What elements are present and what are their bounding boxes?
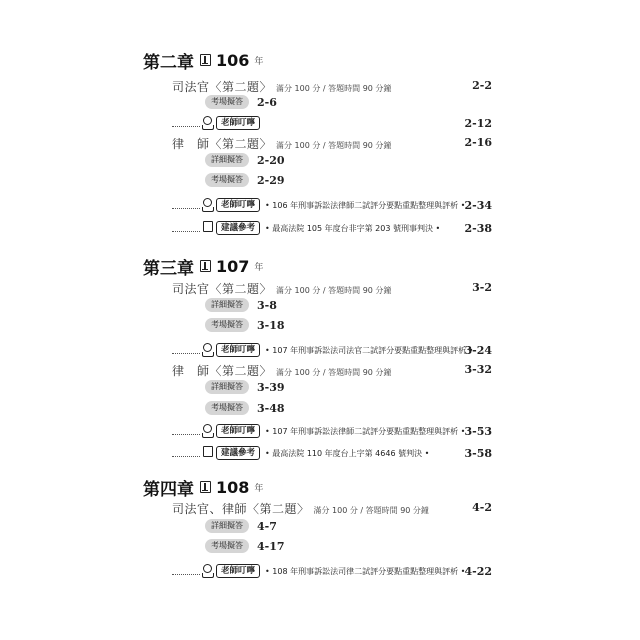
- chapter-year: 108: [216, 477, 250, 497]
- page-number: 2-38: [464, 222, 492, 235]
- page-number: 4-22: [464, 565, 492, 578]
- section-entry[interactable]: [172, 280, 391, 296]
- tip-description: • 108 年刑事訴訟法司律二試評分要點重點整理與評析 •: [265, 566, 466, 576]
- section-name: 律 師〈第二題〉: [172, 137, 273, 151]
- tip-label: 老師叮嚀: [216, 116, 260, 130]
- sub-page-number: 2-20: [257, 153, 285, 167]
- sub-page-number: 3-18: [257, 318, 285, 332]
- page-number: 3-24: [464, 344, 492, 357]
- sub-entry[interactable]: [205, 318, 285, 332]
- chapter-year: 107: [216, 256, 250, 276]
- sub-entry[interactable]: [205, 298, 277, 312]
- tip-entry[interactable]: [172, 220, 440, 236]
- tip-description: • 最高法院 105 年度台非字第 203 號刑事判決 •: [265, 223, 441, 233]
- tip-label: 建議參考: [216, 221, 260, 235]
- tip-label: 老師叮嚀: [216, 424, 260, 438]
- teacher-icon: [202, 116, 214, 130]
- tip-description: • 106 年刑事訴訟法律師二試評分要點重點整理與評析 •: [265, 200, 466, 210]
- answer-badge: 考場擬答: [205, 173, 249, 187]
- document-icon: [202, 446, 214, 460]
- tip-description: • 107 年刑事訴訟法司法官二試評分要點重點整理與評析 •: [265, 345, 474, 355]
- tip-entry[interactable]: [172, 423, 465, 439]
- tip-label: 老師叮嚀: [216, 343, 260, 357]
- tip-entry[interactable]: [172, 197, 465, 213]
- chapter-year-suffix: 年: [254, 56, 264, 67]
- section-name: 律 師〈第二題〉: [172, 364, 273, 378]
- tip-description: • 最高法院 110 年度台上字第 4646 號判決 •: [265, 448, 430, 458]
- section-meta: 滿分 100 分 / 答題時間 90 分鐘: [276, 84, 392, 93]
- answer-badge: 詳細擬答: [205, 298, 249, 312]
- chapter-title: 第二章: [143, 52, 194, 73]
- section-entry[interactable]: [172, 135, 391, 151]
- document-icon: [202, 221, 214, 235]
- sub-entry[interactable]: [205, 401, 285, 415]
- answer-badge: 詳細擬答: [205, 519, 249, 533]
- tip-entry[interactable]: [172, 563, 465, 579]
- chapter-heading: [143, 49, 263, 71]
- section-entry[interactable]: [172, 500, 429, 516]
- leader-dots: [172, 574, 200, 575]
- section-entry[interactable]: [172, 362, 391, 378]
- sub-entry[interactable]: [205, 153, 285, 167]
- leader-dots: [172, 456, 200, 457]
- chapter-year: 106: [216, 50, 250, 70]
- tip-label: 老師叮嚀: [216, 564, 260, 578]
- tip-entry[interactable]: [172, 445, 429, 461]
- page-number: 2-2: [472, 79, 492, 92]
- answer-badge: 考場擬答: [205, 539, 249, 553]
- section-meta: 滿分 100 分 / 答題時間 90 分鐘: [276, 368, 392, 377]
- sub-entry[interactable]: [205, 173, 285, 187]
- chapter-heading: [143, 255, 263, 277]
- page-number: 3-2: [472, 281, 492, 294]
- answer-badge: 考場擬答: [205, 95, 249, 109]
- chapter-year-suffix: 年: [254, 262, 264, 273]
- page-number: 3-58: [464, 447, 492, 460]
- chapter-heading: [143, 476, 263, 498]
- tip-label: 建議參考: [216, 446, 260, 460]
- leader-dots: [172, 353, 200, 354]
- tip-description: • 107 年刑事訴訟法律師二試評分要點重點整理與評析 •: [265, 426, 466, 436]
- sub-page-number: 4-17: [257, 539, 285, 553]
- page-number: 3-32: [464, 363, 492, 376]
- page-number: 4-2: [472, 501, 492, 514]
- page-number: 2-34: [464, 199, 492, 212]
- chapter-title: 第四章: [143, 479, 194, 500]
- book-icon: [200, 481, 211, 493]
- sub-entry[interactable]: [205, 95, 277, 109]
- section-name: 司法官〈第二題〉: [172, 80, 273, 94]
- tip-entry[interactable]: [172, 342, 473, 358]
- answer-badge: 考場擬答: [205, 318, 249, 332]
- sub-page-number: 3-48: [257, 401, 285, 415]
- sub-page-number: 2-29: [257, 173, 285, 187]
- section-entry[interactable]: [172, 78, 391, 94]
- leader-dots: [172, 126, 200, 127]
- leader-dots: [172, 208, 200, 209]
- section-meta: 滿分 100 分 / 答題時間 90 分鐘: [313, 506, 429, 515]
- teacher-icon: [202, 564, 214, 578]
- page-number: 2-16: [464, 136, 492, 149]
- tip-label: 老師叮嚀: [216, 198, 260, 212]
- book-icon: [200, 260, 211, 272]
- page-number: 3-53: [464, 425, 492, 438]
- sub-entry[interactable]: [205, 380, 285, 394]
- sub-page-number: 3-8: [257, 298, 277, 312]
- leader-dots: [172, 434, 200, 435]
- chapter-year-suffix: 年: [254, 483, 264, 494]
- section-meta: 滿分 100 分 / 答題時間 90 分鐘: [276, 286, 392, 295]
- answer-badge: 詳細擬答: [205, 153, 249, 167]
- section-name: 司法官、律師〈第二題〉: [172, 502, 310, 516]
- sub-page-number: 3-39: [257, 380, 285, 394]
- book-icon: [200, 54, 211, 66]
- chapter-title: 第三章: [143, 258, 194, 279]
- section-name: 司法官〈第二題〉: [172, 282, 273, 296]
- answer-badge: 考場擬答: [205, 401, 249, 415]
- section-meta: 滿分 100 分 / 答題時間 90 分鐘: [276, 141, 392, 150]
- sub-page-number: 2-6: [257, 95, 277, 109]
- sub-entry[interactable]: [205, 519, 277, 533]
- tip-entry[interactable]: [172, 115, 260, 131]
- teacher-icon: [202, 424, 214, 438]
- sub-page-number: 4-7: [257, 519, 277, 533]
- teacher-icon: [202, 198, 214, 212]
- page-number: 2-12: [464, 117, 492, 130]
- answer-badge: 詳細擬答: [205, 380, 249, 394]
- teacher-icon: [202, 343, 214, 357]
- sub-entry[interactable]: [205, 539, 285, 553]
- leader-dots: [172, 231, 200, 232]
